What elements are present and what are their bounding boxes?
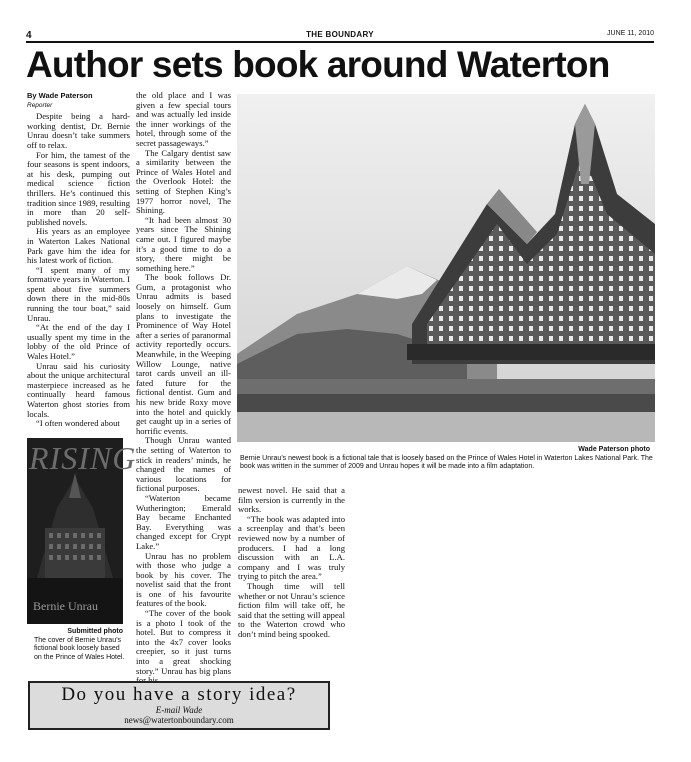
paragraph: The Calgary dentist saw a similarity between the Prince of Wales Hotel and the Overlook Hotel: the setting of Stephen King’s 1977 horror novel, The Shining. (136, 147, 231, 216)
paragraph: the old place and I was given a few special tours and was actually led inside the inner workings of the hotel, through some of the secret passageways.” (136, 90, 231, 148)
article-column-2 (136, 91, 231, 686)
paragraph: “I often wondered about (36, 418, 120, 429)
hotel-photo (237, 94, 655, 442)
book-cover-title: RISING (29, 440, 137, 476)
paragraph: “The cover of the book is a photo I took of the hotel. But to compress it into the 4x7 cover looks creepier, so it just turns into a great shocking story.” Unrau has big plans (136, 608, 231, 676)
byline-author: By Wade Paterson (27, 91, 93, 100)
paragraph: For him, the tamest of the four seasons is spent indoors, at his desk, pumping out medical science fiction thrillers. He’s continued this tradition since 1989, resulting in more than 20 self-published novels. (27, 149, 130, 227)
ad-headline: Do you have a story idea? (61, 684, 297, 705)
issue-date: JUNE 11, 2010 (607, 30, 654, 37)
paragraph: His years as an employee in Waterton Lakes National Park gave him the idea for his latest work of fiction. (27, 226, 130, 266)
book-cover-image (27, 438, 137, 624)
headline: Author sets book around Waterton (26, 44, 610, 85)
ad-subline: E-mail Wade (155, 705, 203, 715)
cover-photo-credit: Submitted photo (67, 628, 123, 635)
header-rule (26, 41, 654, 43)
book-cover-author: Bernie Unrau (33, 599, 98, 613)
main-photo-credit: Wade Paterson photo (578, 446, 650, 453)
paragraph: “I spent many of my formative years in Waterton. I spent about five summers down there in the mid-80s running the tour boat,” said Unrau. (27, 264, 130, 323)
publication-name: THE BOUNDARY (306, 30, 374, 39)
paragraph: The book follows Dr. Gum, a protagonist who Unrau admits is based loosely on himself. Gum plans to investigate the Prominence of Way Hotel after a series of paranormal activity reportedly occurs. Meanwhile, in the Weeping Willow Lounge, native tarot cards unveil an ill-fated future for the fictional dentist. Gum and his new bride Roxy move into the hotel and quickly get caught up in a series of horrific events. (136, 272, 231, 436)
cover-photo-caption: The cover of Bernie Unrau’s fictional book loosely based on the Prince of Wales Hotel. (34, 637, 125, 661)
paragraph: Though Unrau wanted the setting of Waterton to stick in readers’ minds, he changed the names of various locations for fictional purposes. (136, 435, 231, 494)
hotel-illustration (237, 94, 655, 442)
paragraph: “It had been almost 30 years since The Shining came out. I figured maybe it’s a good time to do a story, there might be something here.” (136, 214, 231, 273)
paragraph: “At the end of the day I usually spent my time in the lobby of the old Prince of Wales Hotel.” (27, 322, 130, 362)
main-photo-caption: Bernie Unrau’s newest book is a fictional tale that is loosely based on the Prince of Wales Hotel in Waterton Lakes National Park. The book was written in the summer of 2009 and Unrau hopes it will be made into a film adaptation. (240, 455, 653, 471)
paragraph: newest novel. He said that a film version is currently in the works. (238, 485, 345, 515)
paragraph: Though time will tell whether or not Unrau’s science fiction film will take off, he said that the setting will appeal to the Waterton crowd who don’t mind being spooked. (238, 580, 345, 639)
ad-email-link[interactable]: news@watertonboundary.com (124, 715, 234, 725)
paragraph: “Waterton became Wutherington; Emerald Bay became Enchanted Bay. Everything was changed except for Crypt Lake.” (136, 492, 231, 551)
paragraph: Unrau has no problem with those who judge a book by his cover. The novelist said that the front is one of his favourite features of the book. (136, 550, 231, 609)
paragraph: “The book was adapted into a screenplay and that’s been reviewed now by a number of producers. I had a long discussion with an L.A. company and I was truly trying to pitch the area.” (238, 513, 345, 582)
article-column-1 (27, 91, 130, 429)
byline-role: Reporter (27, 101, 53, 109)
paragraph: Unrau said his curiosity about the unique architectural masterpiece increased as he continually heard famous Waterton ghost stories from locals. (27, 360, 130, 419)
article-column-3 (238, 486, 345, 640)
page-number: 4 (26, 30, 32, 41)
paragraph: Despite being a hard-working dentist, Dr. Bernie Unrau doesn’t take summers off to relax. (27, 111, 130, 150)
story-idea-ad (28, 681, 330, 730)
